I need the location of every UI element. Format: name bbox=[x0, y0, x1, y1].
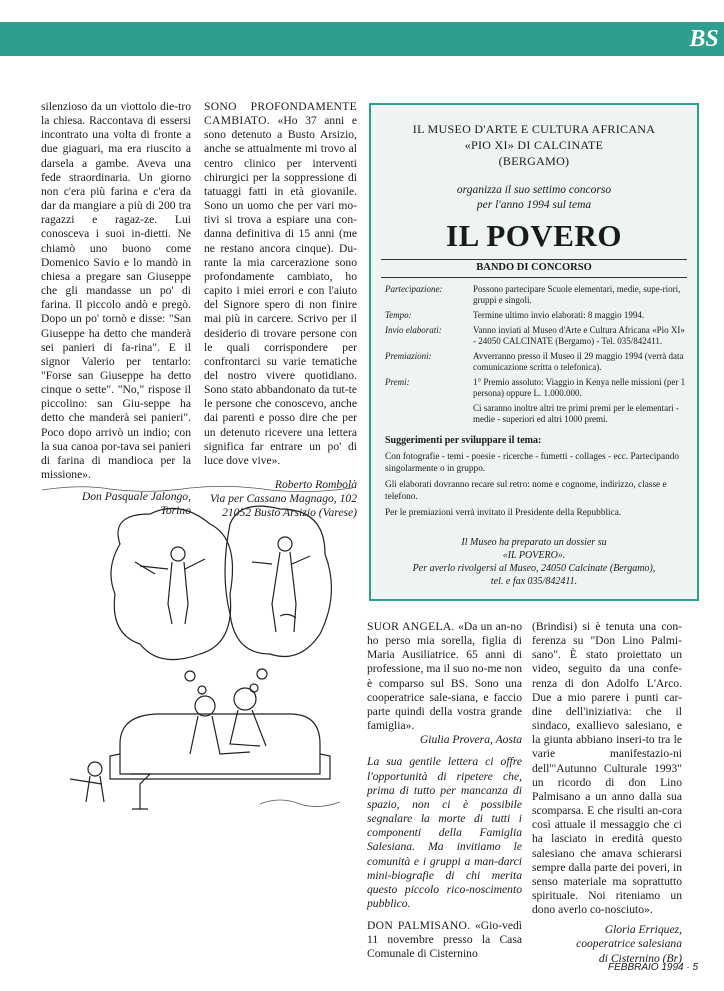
rule-value: Vanno inviati al Museo d'Arte e Cultura Africana «Pio XI» - 24050 CALCINATE (Bergamo) - Tel. 035/842411. bbox=[473, 324, 685, 346]
rules-list bbox=[385, 284, 687, 425]
rule-key: Partecipazione: bbox=[385, 283, 443, 294]
col1-signature-name: Don Pasquale Jalongo, bbox=[81, 490, 191, 504]
box-heading bbox=[371, 121, 697, 169]
rule-value: Termine ultimo invio elaborati: 8 maggio 1994. bbox=[473, 309, 645, 320]
rule-key: Tempo: bbox=[385, 309, 412, 320]
rule-value: 1° Premio assoluto: Viaggio in Kenya nelle missioni (per 1 persona) oppure L. 1.000.000. bbox=[473, 376, 686, 398]
column-2 bbox=[204, 100, 357, 521]
col2-lead: SONO PROFONDAMENTE CAMBIATO. bbox=[204, 100, 357, 128]
box-footnote bbox=[385, 536, 683, 588]
suggestion-item: Gli elaborati dovranno recare sul retro: nome e cognome, indirizzo, classe e telefono. bbox=[385, 480, 667, 502]
contest-title: IL POVERO bbox=[446, 218, 622, 253]
suggestions-title: Suggerimenti per sviluppare il tema: bbox=[385, 434, 542, 446]
col2-signature-city: 21052 Busto Arsizio (Varese) bbox=[222, 506, 357, 520]
rule-row bbox=[385, 284, 687, 306]
col3-text: «Da un an-no ho perso mia sorella, figlia di Maria Ausiliatrice. 65 anni di professione, ma il suo no-me non è comparso sul BS. Sono una cooperatrice sale-siana, e faccio parte quindi della vostra grande famiglia». bbox=[367, 620, 522, 733]
footnote-line3: Per averlo rivolgersi al Museo, 24050 Calcinate (Bergamo), bbox=[412, 562, 656, 574]
rule-row bbox=[385, 403, 687, 425]
box-heading-line2: «PIO XI» DI CALCINATE bbox=[464, 138, 604, 152]
rule-key: Invio elaborati: bbox=[385, 324, 442, 335]
col1-text: silenzioso da un viottolo die-tro la chiesa. Raccontava di essersi incontrato una volta di fronte a due giaguari, ma era riuscito a darsela a gambe. Aveva una fede straordinaria. Un giorno non c'era più farina e c'era da dar da mangiare a più di 200 tra ragazzi e ragaz-ze. Lui conosceva i suoi in-dietti. Ne chiamò uno buono come Domenico Savio e lo mandò in chiesa a pregare san Giuseppe che gli mandasse un po' di farina. Il piccolo andò e pregò. Dopo un po' tornò e disse: "San Giuseppe ha detto che manderà sei panieri di fa-rina". E il signor Valerio per tentarlo: "Forse san Giuseppe ha detto cinque o sette". "No," rispose il piccolino: san Giu-seppe ha detto che manderà sei panieri". Poco dopo arrivò un indio; con la sua canoa por-tava sei panieri di farina di mandioca per la missione». bbox=[41, 100, 191, 482]
header-bar bbox=[0, 22, 684, 56]
box-subheading bbox=[371, 183, 697, 213]
rule-key: Premi: bbox=[385, 376, 410, 387]
box-subheading-line2: per l'anno 1994 sul tema bbox=[476, 199, 592, 211]
col4-signature-role: cooperatrice salesiana bbox=[576, 937, 682, 951]
suggestion-item: Per le premiazioni verrà invitato il Presidente della Repubblica. bbox=[385, 508, 622, 518]
col3-lead-2: DON PALMISANO. bbox=[367, 919, 471, 933]
col4-signature-city: di Cisternino (Br) bbox=[598, 951, 682, 965]
suggestion-item: Con fotografie - temi - poesie - ricerche - fumetti - collages - ecc. Partecipando singolarmente o in gruppo. bbox=[385, 452, 680, 474]
rule-value: Ci saranno inoltre altri tre primi premi per le elementari - medie - superiori ed altri 1000 premi. bbox=[473, 402, 679, 424]
rule-key: Premiazioni: bbox=[385, 350, 432, 361]
col3-text-2: «Gio-vedì 11 novembre presso la Casa Comunale di Cisternino bbox=[367, 919, 522, 961]
col2-signature-address: Via per Cassano Magnago, 102 bbox=[210, 492, 357, 506]
bando-heading: BANDO DI CONCORSO bbox=[381, 259, 687, 278]
col1-signature-city: Torino bbox=[160, 504, 191, 518]
column-1 bbox=[41, 100, 191, 519]
editor-reply: La sua gentile lettera ci offre l'opportunità di ripetere che, prima di tutto per mancanza di spazio, non ci è possibile segnalare la morte di tutti i componenti della Famiglia Salesiana. Ma invitiamo le comunità e i gruppi a man-darci mini-biografie di chi merita questo piccolo rico-noscimento pubblico. bbox=[367, 755, 522, 910]
col2-signature-name: Roberto Rombolà bbox=[274, 478, 357, 492]
cartoon-drawing bbox=[40, 484, 354, 814]
col3-lead: SUOR ANGELA. bbox=[367, 620, 455, 633]
magazine-tag: BS bbox=[684, 22, 724, 56]
box-heading-line3: (BERGAMO) bbox=[498, 154, 570, 168]
footnote-line1: Il Museo ha preparato un dossier su bbox=[461, 536, 607, 548]
col4-text: (Brindisi) si è tenuta una con-ferenza su "Don Lino Palmi-sano". È stato proiettato un video, seguito da una confe-renza di don Adolfo L'Arco. Due a mio parere i punti car-dine dell'iniziativa: che il sindaco, exallievo salesiano, e la giunta abbiano inseri-to tra le varie manifestazio-ni dell'"Autunno Culturale 1993" un ricordo di don Lino Palmisano a un anno dalla sua scomparsa. E che risulti an-cora così attuale il messaggio che ci ha lasciato in eredità questo salesiano che amava schierarsi sempre dalla parte dei poveri, in senso materiale ma soprattutto spirituale. Noi riteniamo un dono averlo co-nosciuto». bbox=[532, 620, 682, 917]
col4-signature-name: Gloria Erriquez, bbox=[604, 923, 682, 937]
rule-row bbox=[385, 351, 687, 373]
footnote-line4: tel. e fax 035/842411. bbox=[490, 575, 578, 587]
column-3 bbox=[367, 620, 522, 962]
box-subheading-line1: organizza il suo settimo concorso bbox=[456, 184, 612, 196]
cartoon-illustration bbox=[40, 484, 354, 814]
rule-row bbox=[385, 310, 687, 321]
contest-box bbox=[369, 103, 699, 601]
rule-value: Possono partecipare Scuole elementari, medie, supe-riori, gruppi e singoli. bbox=[473, 283, 681, 305]
box-heading-line1: IL MUSEO D'ARTE E CULTURA AFRICANA bbox=[412, 122, 656, 136]
col2-text: «Ho 37 anni e sono detenuto a Busto Arsizio, anche se attualmente mi trovo al centro clinico per interventi chirurgici per la soppressione di tatuaggi fatti in età giovanile. Sono un uomo che per vari mo-tivi si trova a espiare una con-danna definitiva di 15 anni (me ne restano ancora cinque). Du-rante la mia carcerazione sono profondamente cambiato, ho capito i miei errori e con l'aiuto del Signore spero di non finire mai più in carcere. Scrivo per il desiderio di trovare persone con le quali corrispondere per confrontarci su varie tematiche del nostro vivere quotidiano. Sono stato abbandonato da tut-te le persone che conoscevo, anche dai parenti e posso dire che per un detenuto ricevere una lettera significa far entrare un po' di luce dove vive». bbox=[204, 114, 357, 467]
rule-value: Avverranno presso il Museo il 29 maggio 1994 (verrà data comunicazione scritta o telefonica). bbox=[473, 350, 684, 372]
rule-row bbox=[385, 325, 687, 347]
col3-signature: Giulia Provera, Aosta bbox=[419, 733, 522, 747]
page-footer: FEBBRAIO 1994 · 5 bbox=[608, 962, 699, 973]
column-4 bbox=[532, 620, 682, 966]
rule-row bbox=[385, 377, 687, 399]
footnote-line2: «IL POVERO». bbox=[502, 549, 566, 561]
rule-key bbox=[385, 403, 473, 425]
